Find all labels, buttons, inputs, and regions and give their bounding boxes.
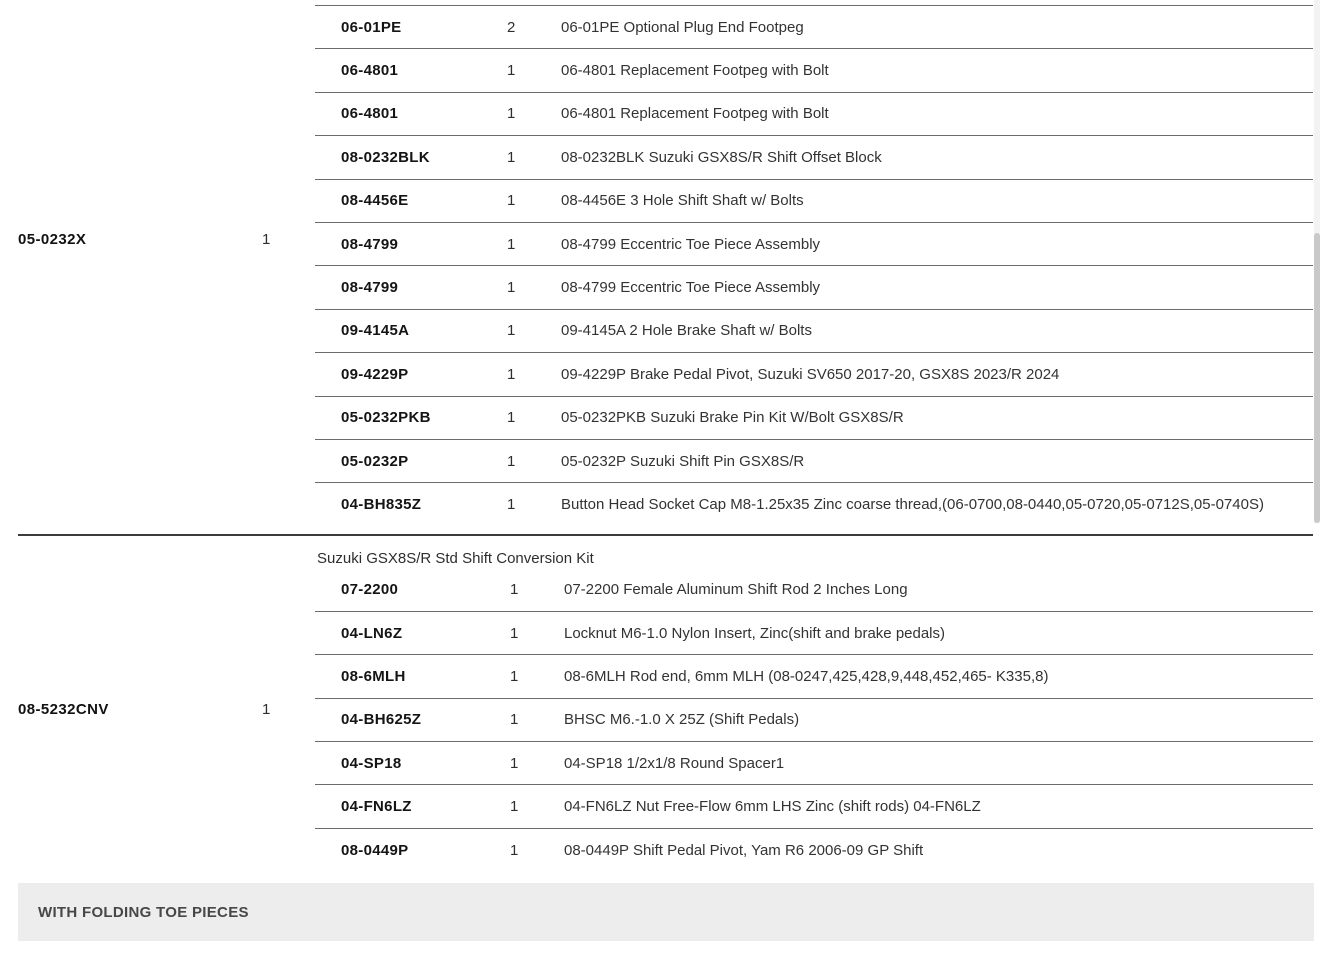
part-qty: 1 <box>507 452 516 470</box>
sub-parts-table <box>315 569 1313 873</box>
vertical-scrollbar-thumb[interactable] <box>1314 233 1320 523</box>
part-qty: 1 <box>510 711 519 729</box>
part-description: 08-4799 Eccentric Toe Piece Assembly <box>561 235 821 253</box>
part-row <box>315 222 1313 265</box>
part-row <box>315 135 1313 178</box>
part-row <box>315 352 1313 395</box>
part-number-link[interactable]: 05-0232PKB <box>341 409 431 427</box>
part-row <box>315 396 1313 439</box>
part-row <box>315 829 1313 872</box>
part-number-link[interactable]: 05-0232P <box>341 452 409 470</box>
part-number-link[interactable]: 06-01PE <box>341 18 402 36</box>
part-number-link[interactable]: 08-4456E <box>341 192 409 210</box>
part-number-link[interactable]: 09-4145A <box>341 322 410 340</box>
part-description: 05-0232PKB Suzuki Brake Pin Kit W/Bolt GSX8S/R <box>561 409 904 427</box>
part-row <box>315 439 1313 482</box>
part-qty: 1 <box>507 105 516 123</box>
part-description: 06-4801 Replacement Footpeg with Bolt <box>561 105 829 123</box>
part-qty: 1 <box>507 495 516 513</box>
part-description: 06-01PE Optional Plug End Footpeg <box>561 18 804 36</box>
part-description: 08-4456E 3 Hole Shift Shaft w/ Bolts <box>561 192 804 210</box>
part-qty: 1 <box>510 798 519 816</box>
part-number-link[interactable]: 04-BH625Z <box>341 711 422 729</box>
part-qty: 1 <box>507 235 516 253</box>
part-number-link[interactable]: 06-4801 <box>341 105 399 123</box>
part-description: 05-0232P Suzuki Shift Pin GSX8S/R <box>561 452 805 470</box>
part-description: 08-6MLH Rod end, 6mm MLH (08-0247,425,428,9,448,452,465- K335,8) <box>564 667 1049 685</box>
part-description: 08-0449P Shift Pedal Pivot, Yam R6 2006-09 GP Shift <box>564 842 924 860</box>
part-qty: 1 <box>507 192 516 210</box>
part-qty: 2 <box>507 18 516 36</box>
part-description: 08-4799 Eccentric Toe Piece Assembly <box>561 279 821 297</box>
part-description: Button Head Socket Cap M8-1.25x35 Zinc coarse thread,(06-0700,08-0440,05-0720,05-0712S,05-0740S) <box>561 495 1264 513</box>
part-row <box>315 309 1313 352</box>
assembly-part-number[interactable]: 08-5232CNV <box>18 701 109 718</box>
part-row <box>315 742 1313 785</box>
part-row <box>315 5 1313 48</box>
part-qty: 1 <box>507 409 516 427</box>
part-number-link[interactable]: 08-4799 <box>341 235 399 253</box>
part-row <box>315 48 1313 91</box>
part-qty: 1 <box>510 842 519 860</box>
part-description: 07-2200 Female Aluminum Shift Rod 2 Inches Long <box>564 581 908 599</box>
part-number-link[interactable]: 08-0232BLK <box>341 148 430 166</box>
part-description: Locknut M6-1.0 Nylon Insert, Zinc(shift and brake pedals) <box>564 624 946 642</box>
part-row <box>315 612 1313 655</box>
part-number-link[interactable]: 04-LN6Z <box>341 624 403 642</box>
part-description: 09-4229P Brake Pedal Pivot, Suzuki SV650 2017-20, GSX8S 2023/R 2024 <box>561 365 1060 383</box>
part-row <box>315 655 1313 698</box>
part-number-link[interactable]: 04-SP18 <box>341 754 402 772</box>
assembly-qty: 1 <box>262 231 271 248</box>
part-description: 09-4145A 2 Hole Brake Shaft w/ Bolts <box>561 322 812 340</box>
assembly-part-number[interactable]: 05-0232X <box>18 231 87 248</box>
part-number-link[interactable]: 04-FN6LZ <box>341 798 412 816</box>
part-number-link[interactable]: 09-4229P <box>341 365 409 383</box>
category-header-label: WITH FOLDING TOE PIECES <box>38 903 249 921</box>
part-row <box>315 265 1313 308</box>
part-qty: 1 <box>510 624 519 642</box>
part-qty: 1 <box>507 279 516 297</box>
part-qty: 1 <box>507 148 516 166</box>
part-qty: 1 <box>507 365 516 383</box>
part-qty: 1 <box>510 581 519 599</box>
assembly-qty: 1 <box>262 701 271 718</box>
part-number-link[interactable]: 08-0449P <box>341 842 409 860</box>
part-row <box>315 785 1313 828</box>
part-number-link[interactable]: 06-4801 <box>341 62 399 80</box>
part-number-link[interactable]: 04-BH835Z <box>341 495 422 513</box>
kit-title: Suzuki GSX8S/R Std Shift Conversion Kit <box>317 550 594 567</box>
part-description: 08-0232BLK Suzuki GSX8S/R Shift Offset Block <box>561 148 882 166</box>
part-description: 04-SP18 1/2x1/8 Round Spacer1 <box>564 754 785 772</box>
category-header-bar <box>18 883 1314 941</box>
part-number-link[interactable]: 08-4799 <box>341 279 399 297</box>
part-number-link[interactable]: 08-6MLH <box>341 667 406 685</box>
part-qty: 1 <box>507 322 516 340</box>
part-description: 06-4801 Replacement Footpeg with Bolt <box>561 62 829 80</box>
part-row <box>315 179 1313 222</box>
part-row <box>315 569 1313 612</box>
part-description: 04-FN6LZ Nut Free-Flow 6mm LHS Zinc (shift rods) 04-FN6LZ <box>564 798 981 816</box>
part-row <box>315 699 1313 742</box>
section-divider <box>18 534 1313 536</box>
part-row <box>315 482 1313 525</box>
part-row <box>315 92 1313 135</box>
part-qty: 1 <box>510 754 519 772</box>
part-qty: 1 <box>507 62 516 80</box>
sub-parts-table <box>315 5 1313 526</box>
part-qty: 1 <box>510 667 519 685</box>
part-number-link[interactable]: 07-2200 <box>341 581 399 599</box>
part-description: BHSC M6.-1.0 X 25Z (Shift Pedals) <box>564 711 800 729</box>
